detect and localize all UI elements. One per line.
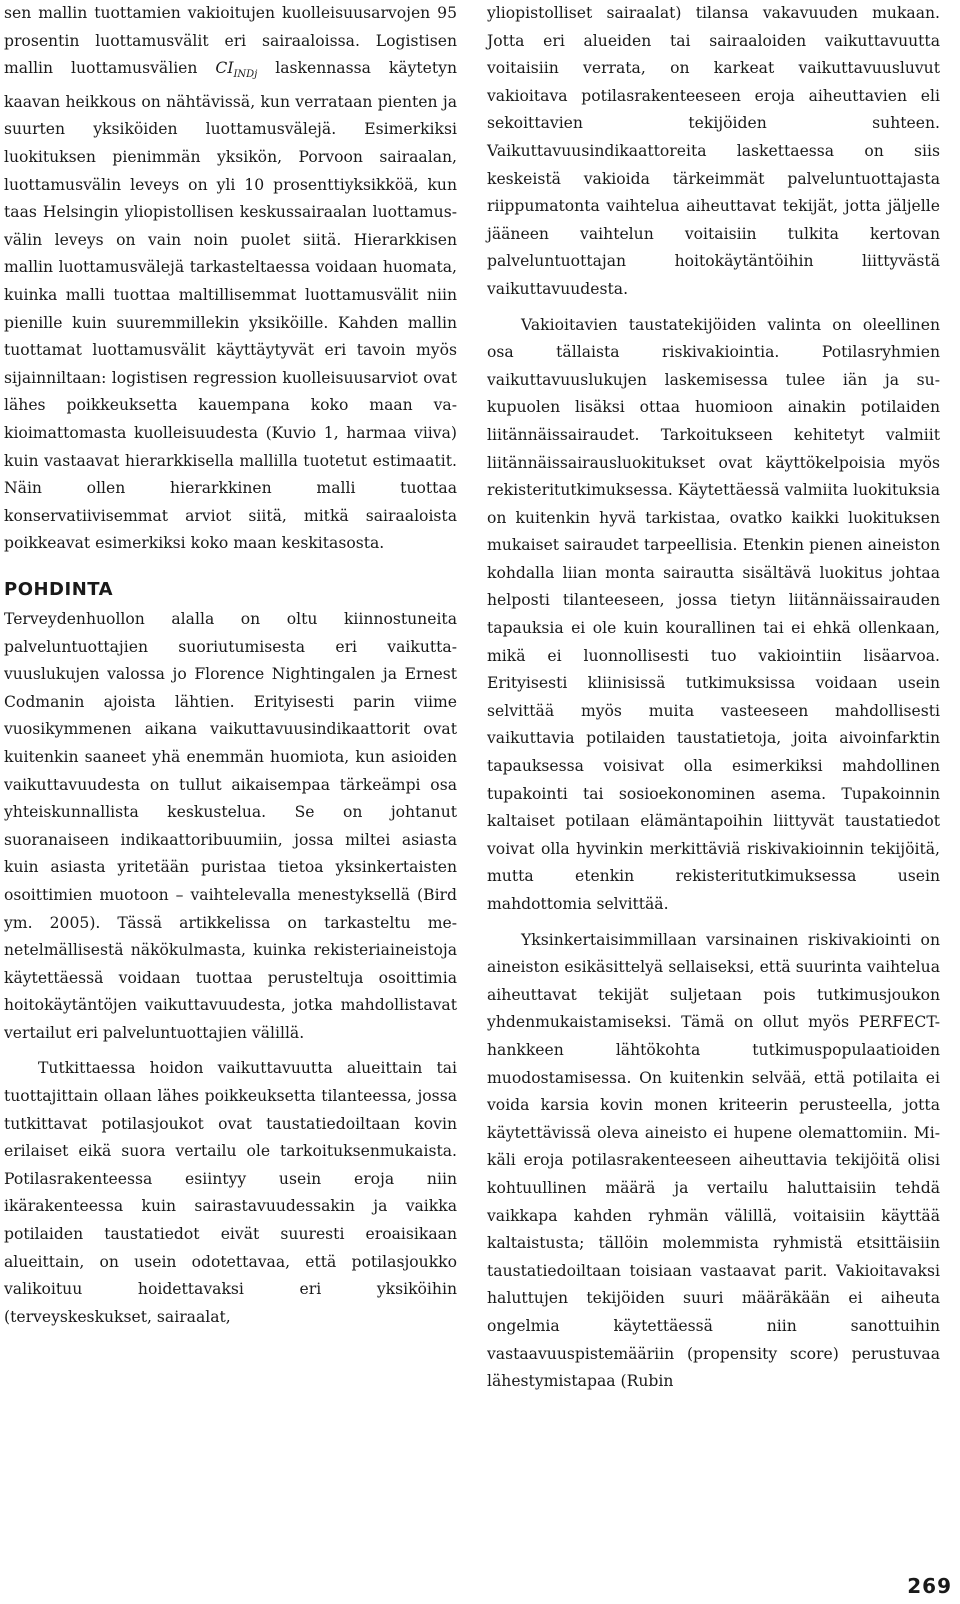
right-paragraph-2: Vakioitavien taustatekijöiden valinta on oleellinen osa tällaista riskivakiointia. Potilasryhmien vaikuttavuuslukujen laskemisessa tulee iän ja sukupuolen lisäksi ottaa huomioon ainakin potilaiden liitännäissairaudet. Tarkoitukseen kehitetyt valmiit liitännäissairausluokitukset ovat käyttökelpoisia myös rekisteritutkimuksessa. Käytettäessä valmiita luokituksia on kuitenkin hyvä tarkistaa, ovatko kaikki luokituksen mukaiset sairaudet tarpeellisia. Etenkin pienen aineiston kohdalla liian monta sairautta sisältävä luokitus johtaa helposti tilanteeseen, jossa tietyn liitännäissairauden tapauksia ei ole kuin kourallinen tai ei ehkä ollenkaan, mikä ei luonnollisesti tuo vakiointiin lisäarvoa. Erityisesti kliinisissä tutkimuksissa voidaan usein selvittää myös muita vasteeseen mahdollisesti vaikuttavia potilaiden taustatietoja, joita aivoinfarktin tapauksessa voisivat olla esimerkiksi mahdollinen tupakointi tai sosioekonominen asema. Tupakoinnin kaltaiset potilaan elämäntapoihin liittyvät taustatiedot voivat olla hyvinkin merkittäviä riskivakioinnin tekijöitä, mutta etenkin rekisteritutkimuksessa usein mahdottomia selvittää. xyxy=(487,315,940,913)
results-text-start: sen mallin tuottamien vakioitujen kuolleisuusarvojen 95 prosentin luottamusvälit eri sairaaloissa. Logistisen mallin luottamusvälien xyxy=(4,4,457,78)
page-number: 269 xyxy=(907,1574,952,1598)
right-paragraph-3: Yksinkertaisimmillaan varsinainen riskivakiointi on aineiston esikäsittelyä sellaiseksi, että suurinta vaihtelua aiheuttavat tekijät suljetaan pois tutkimusjoukon yhdenmukaistamiseksi. Tämä on ollut myös PERFECT-hankkeen lähtökohta tutkimuspopulaatioiden muodostamisessa. On kuitenkin selvää, että potilaita ei voida karsia kovin monen kriteerin perusteella, jotta käytettävissä oleva aineisto ei hupene olemattomiin. Mikäli eroja potilasrakenteeseen aiheuttavia tekijöitä olisi kohtuullinen määrä ja vertailu haluttaisiin tehdä vaikkapa kahden ryhmän välillä, voitaisiin käyttää kaltaistusta; tällöin molemmista ryhmistä etsittäisiin taustatiedoiltaan toisiaan vastaavat parit. Vakioitavaksi haluttujen tekijöiden suuri määräkään ei aiheuta ongelmia käytettäessä niin sanottuihin vastaavuuspistemääriin (propensity score) perustuvaa lähestymistapaa (Rubin xyxy=(487,930,940,1391)
left-column xyxy=(4,0,457,1331)
results-paragraph xyxy=(4,0,457,558)
right-column xyxy=(487,0,940,1396)
confidence-interval-symbol: $CI_{INDj}$ xyxy=(215,59,258,81)
discussion-paragraph-1: Terveydenhuollon alalla on oltu kiinnostuneita palveluntuottajien suoriutumisesta eri vaikuttavuuslukujen valossa jo Florence Nightingalen ja Ernest Codmanin ajoista lähtien. Erityisesti parin viime vuosikymmenen aikana vaikuttavuusindikaattorit ovat kuitenkin saaneet yhä enemmän huomiota, kun asioiden vaikuttavuudesta on tullut aikaisempaa tärkeämpi osa yhteiskunnallista keskustelua. Se on johtanut suoranaiseen indikaattoribuumiin, jossa miltei asiasta kuin asiasta yritetään puristaa tietoa yksinkertaisten osoittimien muotoon – vaihtelevalla menestyksellä (Bird ym. 2005). Tässä artikkelissa on tarkasteltu menetelmällisestä näkökulmasta, kuinka rekisteriaineistoja käytettäessä voidaan tuottaa perusteltuja osoittimia hoitokäytäntöjen vaikuttavuudesta, jotka mahdollistavat vertailut eri palveluntuottajien välillä. xyxy=(4,609,457,1042)
section-heading-pohdinta: POHDINTA xyxy=(4,578,114,600)
results-text-end: laskennassa käytetyn kaavan heikkous on nähtävissä, kun verrataan pienten ja suurten yksiköiden luottamusvälejä. Esimerkiksi luokituksen pienimmän yksikön, Porvoon sairaalan, luottamusvälin leveys on yli 10 prosenttiyksikköä, kun taas Helsingin yliopistollisen keskussairaalan luottamusvälin leveys on vain noin puolet siitä. Hierarkkisen mallin luottamusvälejä tarkasteltaessa voidaan huomata, kuinka malli tuottaa maltillisemmat luottamusvälit niin pienille kuin suuremmillekin yksiköille. Kahden mallin tuottamat luottamusvälit käyttäytyvät eri tavoin myös sijainniltaan: logistisen regression kuolleisuusarviot ovat lähes poikkeuksetta kauempana koko maan vakioimattomasta kuolleisuudesta (Kuvio 1, harmaa viiva) kuin vastaavat hierarkkisella mallilla tuotetut estimaatit. Näin ollen hierarkkinen malli tuottaa konservatiivisemmat arviot siitä, mitkä sairaaloista poikkeavat esimerkiksi koko maan keskitasosta. xyxy=(4,59,457,553)
discussion-paragraph-2: Tutkittaessa hoidon vaikuttavuutta alueittain tai tuottajittain ollaan lähes poikkeuksetta tilanteessa, jossa tutkittavat potilasjoukot ovat taustatiedoiltaan kovin erilaiset eikä suora vertailu ole tarkoituksenmukaista. Potilasrakenteessa esiintyy usein eroja niin ikärakenteessa kuin sairastavuudessakin ja vaikka potilaiden taustatiedot eivät suuresti eroaisikaan alueittain, on usein odotettavaa, että potilasjoukko valikoituu hoidettavaksi eri yksiköihin (terveyskeskukset, sairaalat, xyxy=(4,1059,457,1326)
right-paragraph-1: yliopistolliset sairaalat) tilansa vakavuuden mukaan. Jotta eri alueiden tai sairaaloiden vaikuttavuutta voitaisiin verrata, on karkeat vaikuttavuusluvut vakioitava potilasrakenteeseen eroja aiheuttavien eli sekoittavien tekijöiden suhteen. Vaikuttavuusindikaattoreita laskettaessa on siis keskeistä vakioida tärkeimmät palveluntuottajasta riippumatonta vaihtelua aiheuttavat tekijät, jotta jäljelle jääneen vaihtelun voitaisiin tulkita kertovan palveluntuottajan hoitokäytäntöihin liittyvästä vaikuttavuudesta. xyxy=(487,4,940,298)
